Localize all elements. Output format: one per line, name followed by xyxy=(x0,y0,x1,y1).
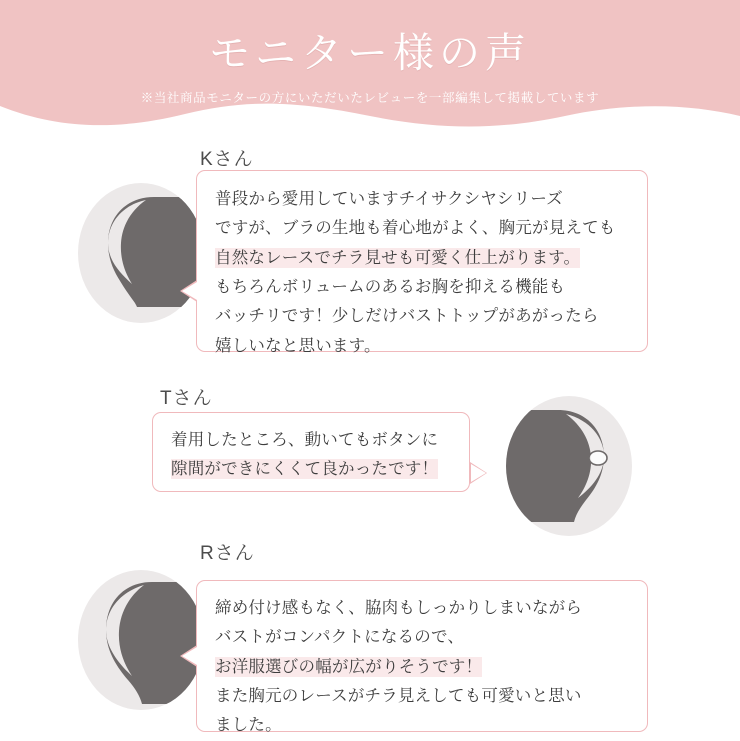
avatar-2 xyxy=(506,396,632,536)
review-line: 着用したところ、動いてもボタンに xyxy=(171,431,439,449)
review-bubble-1 xyxy=(196,170,648,355)
bubble-tail-1 xyxy=(180,280,198,302)
header-content xyxy=(0,0,740,112)
review-line-highlight: 自然なレースでチラ見せも可愛く仕上がります。 xyxy=(215,248,581,267)
review-line: バッチリです！少しだけバストトップがあがったら xyxy=(215,307,599,326)
review-line: 普段から愛用していますチイサクシヤシリーズ xyxy=(215,190,563,208)
review-line: 締め付け感もなく、脇肉もしっかりしまいながら xyxy=(215,599,583,617)
review-line xyxy=(215,244,629,273)
page-title: モニター様の声 xyxy=(209,30,531,76)
review-line: ですが、ブラの生地も着心地がよく、胸元が見えても xyxy=(215,219,616,238)
reviewer-name-2: Tさん xyxy=(160,388,213,409)
review-bubble-2 xyxy=(152,412,470,492)
review-line: また胸元のレースがチラ見えしても可愛いと思い xyxy=(215,687,582,706)
header-subtitle: ※当社商品モニターの方にいただいたレビューを一部編集して掲載しています xyxy=(140,91,600,105)
review-line-highlight: 隙間ができにくくて良かったです！ xyxy=(171,460,439,479)
review-bubble-3 xyxy=(196,580,648,735)
avatar-1 xyxy=(78,183,204,323)
female-silhouette-icon xyxy=(78,183,204,323)
review-line: 嬉しいなと思います。 xyxy=(215,336,381,355)
review-line: バストがコンパクトになるので、 xyxy=(215,628,465,647)
female-silhouette-icon xyxy=(78,570,204,710)
review-line: ました。 xyxy=(215,716,282,735)
review-line xyxy=(171,455,451,484)
female-silhouette-icon xyxy=(506,396,632,536)
bubble-tail-2 xyxy=(470,462,488,484)
review-line xyxy=(215,653,629,682)
reviewer-name-3: Rさん xyxy=(200,543,255,564)
review-line: もちろんボリュームのあるお胸を抑える機能も xyxy=(215,278,566,297)
reviewer-name-1: Kさん xyxy=(200,149,254,170)
header-wave-divider xyxy=(0,100,740,132)
review-line-highlight: お洋服選びの幅が広がりそうです！ xyxy=(215,657,483,676)
bubble-tail-3 xyxy=(180,645,198,667)
header-band xyxy=(0,0,740,132)
avatar-3 xyxy=(78,570,204,710)
